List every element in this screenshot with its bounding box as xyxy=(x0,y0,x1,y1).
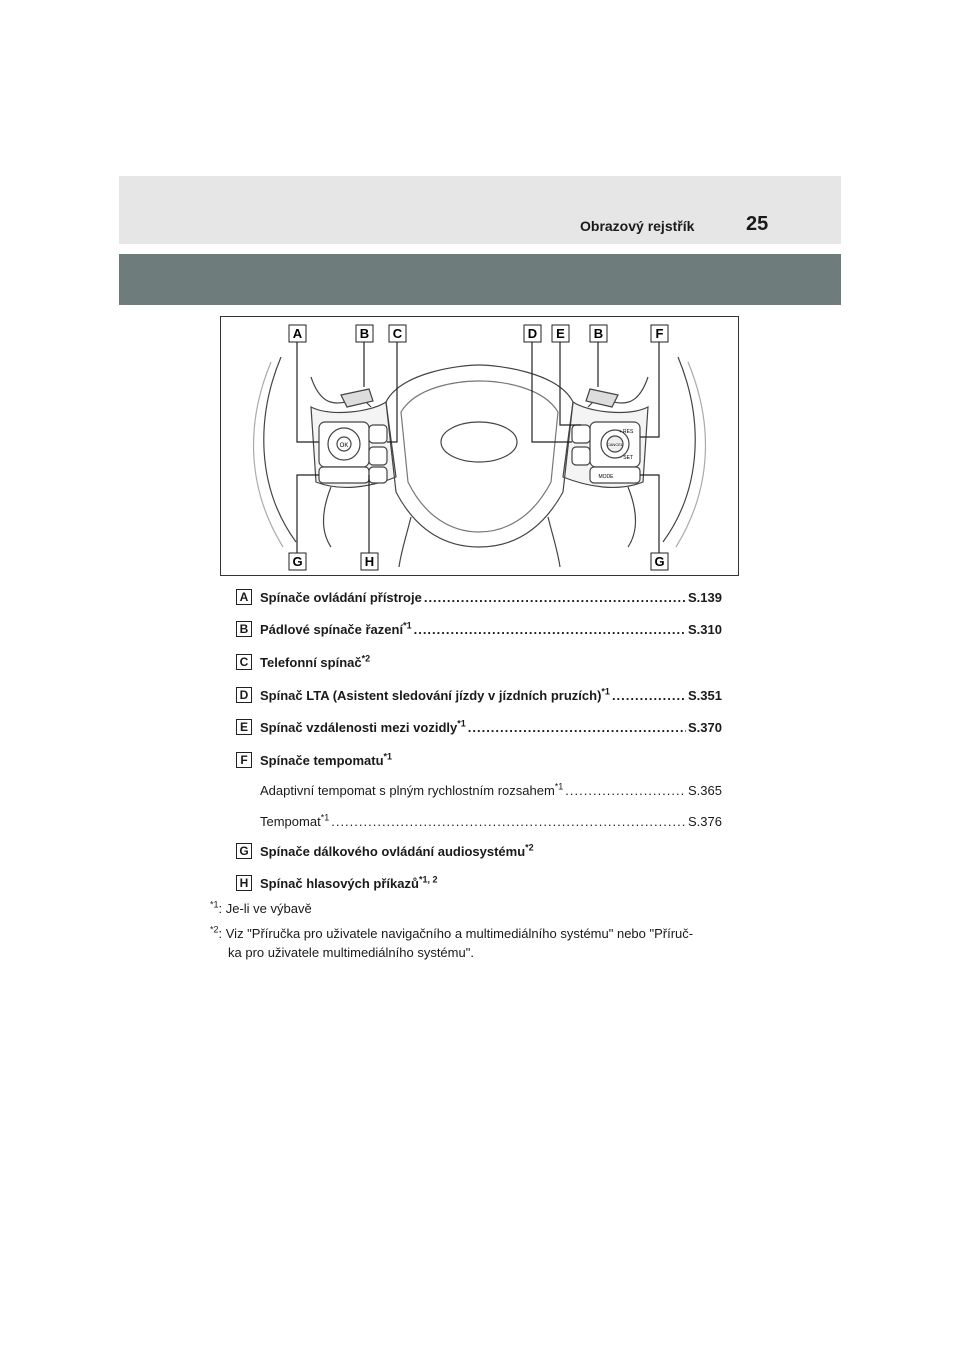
res-button-label: + RES xyxy=(618,429,634,435)
footnote-text: : Viz "Příručka pro uživatele navigačního a multimediálního systému" nebo "Příruč- xyxy=(218,926,694,941)
entry-label: Spínače ovládání přístroje xyxy=(260,590,422,605)
callout-g-right: G xyxy=(654,554,665,569)
footnote-mark: *1 xyxy=(457,718,466,729)
page-reference-link[interactable]: S.310 xyxy=(688,622,722,637)
footnote-mark: *1 xyxy=(210,899,219,910)
callout-b-right: B xyxy=(593,326,604,341)
dark-header-band xyxy=(119,254,841,305)
entry-badge: B xyxy=(236,621,252,637)
entry-label: Tempomat xyxy=(260,814,321,829)
entry-c xyxy=(236,654,722,674)
entry-badge: A xyxy=(236,589,252,605)
section-title: Obrazový rejstřík xyxy=(580,218,695,234)
entry-badge: D xyxy=(236,687,252,703)
footnote-mark: *1 xyxy=(554,781,564,792)
entry-a xyxy=(236,589,722,609)
callout-f: F xyxy=(655,326,664,341)
entry-label: Spínače dálkového ovládání audiosystému xyxy=(260,844,526,859)
footnote-text-continued: ka pro uživatele multimediálního systému". xyxy=(228,945,474,960)
sub-entry-cruise xyxy=(236,813,722,833)
page-reference-link[interactable]: S.365 xyxy=(688,783,722,798)
footnote-1 xyxy=(210,899,755,918)
footnote-mark: *2 xyxy=(210,924,219,935)
entry-label: Telefonní spínač xyxy=(260,655,362,670)
entry-label: Spínače tempomatu xyxy=(260,753,384,768)
cancel-button-label: CANCEL xyxy=(606,442,624,447)
entry-badge: E xyxy=(236,719,252,735)
callout-a: A xyxy=(292,326,303,341)
callout-g-left: G xyxy=(292,554,303,569)
footnote-mark: *2 xyxy=(361,653,371,664)
mode-button-label: MODE xyxy=(598,474,614,480)
page-number: 25 xyxy=(746,213,769,235)
entry-label: Spínač hlasových příkazů xyxy=(260,876,419,891)
footnote-mark: *1 xyxy=(383,751,393,762)
entry-badge: H xyxy=(236,875,252,891)
footnote-mark: *1 xyxy=(320,812,330,823)
ok-button-label: OK xyxy=(339,443,349,449)
callout-b-left: B xyxy=(359,326,370,341)
header-band xyxy=(119,176,841,244)
footnote-text: : Je-li ve výbavě xyxy=(218,901,312,916)
footnote-2 xyxy=(210,924,755,962)
set-button-label: − SET xyxy=(618,455,634,461)
footnote-mark: *1 xyxy=(403,620,412,631)
page-reference-link[interactable]: S.376 xyxy=(688,814,722,829)
entry-label: Spínač vzdálenosti mezi vozidly xyxy=(260,720,458,735)
entry-label: Adaptivní tempomat s plným rychlostním rozsahem xyxy=(260,783,555,798)
footnote-mark: *1 xyxy=(601,686,610,697)
callout-d: D xyxy=(527,326,538,341)
entry-badge: C xyxy=(236,654,252,670)
page-reference-link[interactable]: S.370 xyxy=(688,720,722,735)
footnote-mark: *2 xyxy=(525,842,534,853)
entry-badge: F xyxy=(236,752,252,768)
entry-h xyxy=(236,875,722,895)
entry-d xyxy=(236,687,722,707)
entry-badge: G xyxy=(236,843,252,859)
steering-wheel-drawing xyxy=(221,317,738,575)
callout-h: H xyxy=(364,554,375,569)
entry-f xyxy=(236,752,722,772)
entry-label: Spínač LTA (Asistent sledování jízdy v jízdních pruzích) xyxy=(260,688,602,703)
page-reference-link[interactable]: S.139 xyxy=(688,590,722,605)
page-reference-link[interactable]: S.351 xyxy=(688,688,722,703)
sub-entry-adaptive-cruise xyxy=(236,782,722,802)
footnote-mark: *1, 2 xyxy=(418,874,438,885)
entry-label: Pádlové spínače řazení xyxy=(260,622,404,637)
steering-wheel-illustration xyxy=(220,316,739,576)
callout-e: E xyxy=(556,326,565,341)
entry-e xyxy=(236,719,722,739)
entry-g xyxy=(236,843,722,863)
entry-b xyxy=(236,621,722,641)
callout-c: C xyxy=(392,326,403,341)
